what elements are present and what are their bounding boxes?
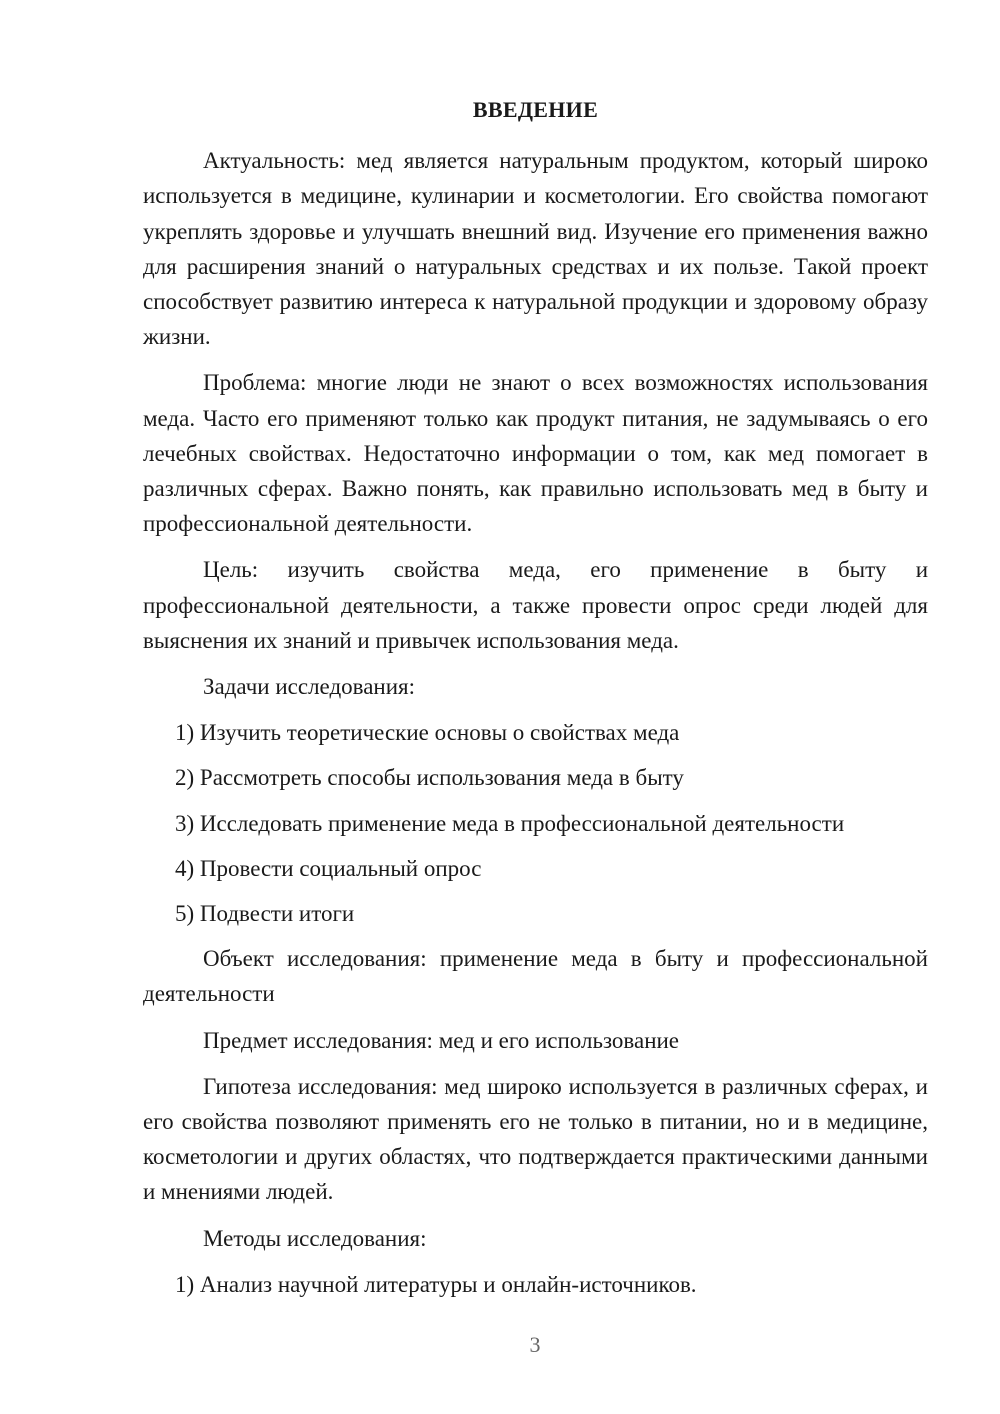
methods-list — [143, 1267, 928, 1302]
goal-paragraph: Цель: изучить свойства меда, его применение в быту и профессиональной деятельности, а также провести опрос среди людей для выяснения их знаний и привычек использования меда. — [143, 557, 928, 653]
document-body — [143, 92, 928, 1312]
task-item-3: 3) Исследовать применение меда в профессиональной деятельности — [175, 810, 845, 836]
relevance-paragraph: Актуальность: мед является натуральным продуктом, который широко используется в медицине, кулинарии и косметологии. Его свойства помогают укреплять здоровье и улучшать внешний вид. Изучение его применения важно для расширения знаний о натуральных средствах и их пользе. Такой проект способствует развитию интереса к натуральной продукции и здоровому образу жизни. — [143, 148, 928, 350]
task-item-4: 4) Провести социальный опрос — [175, 855, 482, 881]
hypothesis-paragraph: Гипотеза исследования: мед широко используется в различных сферах, и его свойства позволяют применять его не только в питании, но и в медицине, косметологии и других областях, что подтверждается практическими данными и мнениями людей. — [143, 1073, 928, 1205]
tasks-list — [143, 715, 928, 931]
task-item-1: 1) Изучить теоретические основы о свойствах меда — [175, 720, 680, 746]
method-item-1: 1) Анализ научной литературы и онлайн-источников. — [175, 1271, 697, 1297]
methods-heading: Методы исследования: — [203, 1225, 427, 1251]
object-paragraph: Объект исследования: применение меда в быту и профессиональной деятельности — [143, 946, 928, 1007]
page-number: 3 — [529, 1332, 541, 1357]
task-item-2: 2) Рассмотреть способы использования меда в быту — [175, 765, 684, 791]
subject-paragraph: Предмет исследования: мед и его использование — [203, 1027, 680, 1053]
problem-paragraph: Проблема: многие люди не знают о всех возможностях использования меда. Часто его применяют только как продукт питания, не задумываясь о его лечебных свойствах. Недостаточно информации о том, как мед помогает в различных сферах. Важно понять, как правильно использовать мед в быту и профессиональной деятельности. — [143, 370, 928, 537]
tasks-heading: Задачи исследования: — [203, 674, 416, 700]
task-item-5: 5) Подвести итоги — [175, 901, 355, 927]
section-title: ВВЕДЕНИЕ — [472, 97, 599, 122]
